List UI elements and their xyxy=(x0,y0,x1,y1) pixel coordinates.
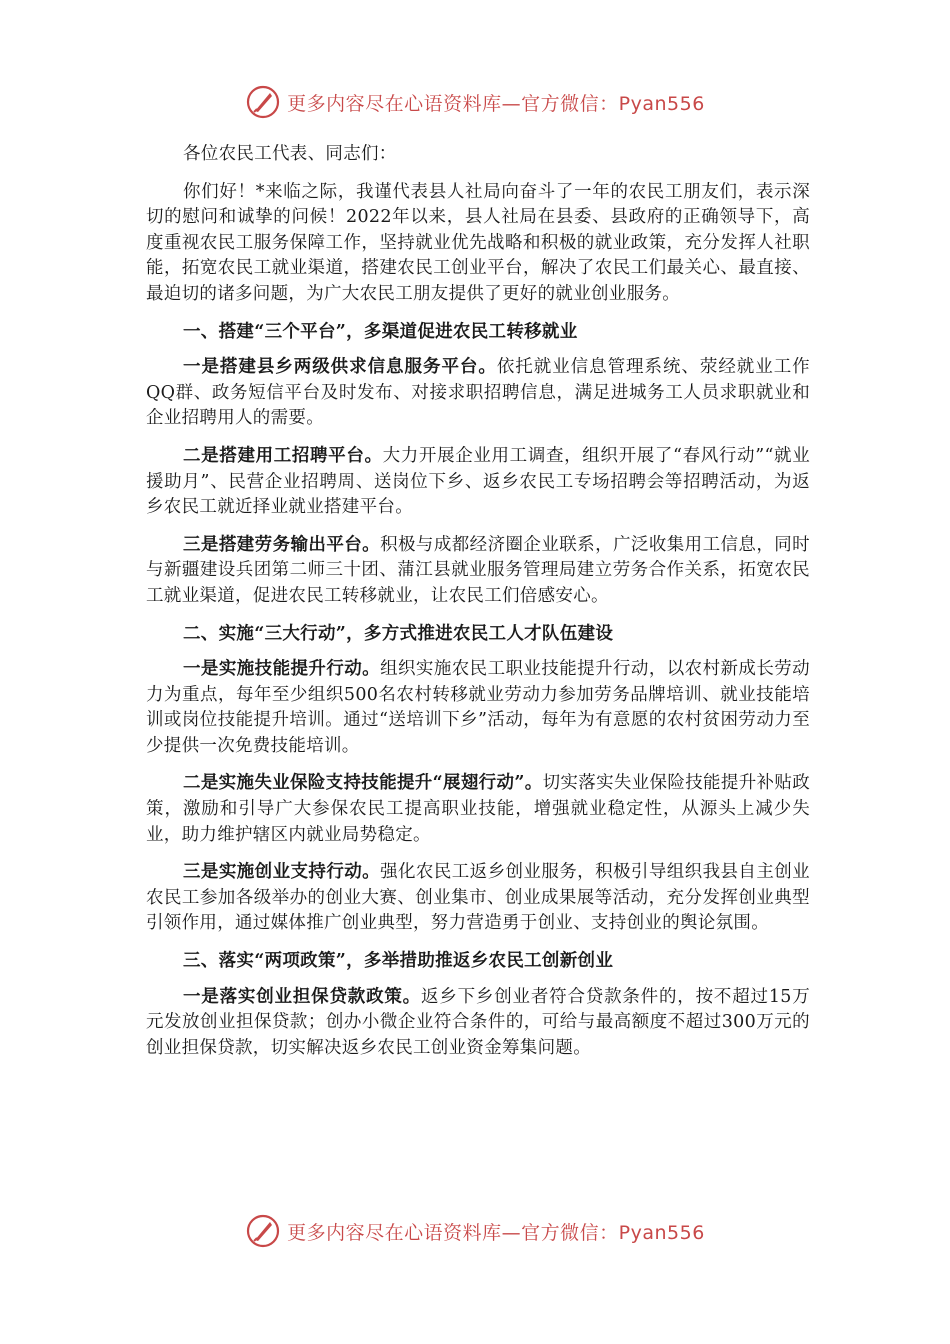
document-body xyxy=(146,142,810,1073)
paragraph-lead: 一是搭建县乡两级供求信息服务平台。 xyxy=(183,357,497,378)
paragraph-text: 组织实施农民工职业技能提升行动，以农村新成长劳动力为重点，每年至少组织500名农村转移就业劳动力参加劳务品牌培训、就业技能培训或岗位技能提升培训。通过“送培训下乡”活动，每年为有意愿的农村贫困劳动力至少提供一次免费技能培训。 xyxy=(146,659,810,756)
paragraph-lead: 三是实施创业支持行动。 xyxy=(183,862,381,883)
paragraph xyxy=(146,355,810,432)
section-heading-1: 一、搭建“三个平台”，多渠道促进农民工转移就业 xyxy=(183,321,578,342)
banner-text: 更多内容尽在心语资料库—官方微信：Pyan556 xyxy=(287,92,705,115)
paragraph-text: 切实落实失业保险技能提升补贴政策，激励和引导广大参保农民工提高职业技能，增强就业稳定性，从源头上减少失业，助力维护辖区内就业局势稳定。 xyxy=(146,773,811,845)
section-heading-3: 三、落实“两项政策”，多举措助推返乡农民工创新创业 xyxy=(183,951,614,972)
salutation: 各位农民工代表、同志们： xyxy=(183,144,397,164)
paragraph-text: 依托就业信息管理系统、荥经就业工作QQ群、政务短信平台及时发布、对接求职招聘信息，满足进城务工人员求职就业和企业招聘用人的需要。 xyxy=(146,357,810,429)
paragraph-lead: 三是搭建劳务输出平台。 xyxy=(183,534,381,555)
header-banner xyxy=(0,80,950,124)
paragraph-text: 大力开展企业用工调查，组织开展了“春风行动”“就业援助月”、民营企业招聘周、送岗位下乡、返乡农民工专场招聘会等招聘活动，为返乡农民工就近择业就业搭建平台。 xyxy=(146,445,810,518)
paragraph-lead: 二是实施失业保险支持技能提升“展翅行动”。 xyxy=(183,773,543,794)
quill-logo-icon xyxy=(245,1213,281,1249)
intro-paragraph: 你们好！*来临之际，我谨代表县人社局向奋斗了一年的农民工朋友们，表示深切的慰问和诚挚的问候！2022年以来，县人社局在县委、县政府的正确领导下，高度重视农民工服务保障工作，坚持就业优先战略和积极的就业政策，充分发挥人社职能，拓宽农民工就业渠道，搭建农民工创业平台，解决了农民工们最关心、最直接、最迫切的诸多问题，为广大农民工朋友提供了更好的就业创业服务。 xyxy=(146,181,810,304)
footer-banner xyxy=(0,1209,950,1253)
paragraph xyxy=(146,657,810,759)
paragraph-lead: 二是搭建用工招聘平台。 xyxy=(183,445,383,466)
section-heading-2: 二、实施“三大行动”，多方式推进农民工人才队伍建设 xyxy=(183,623,614,644)
banner-text: 更多内容尽在心语资料库—官方微信：Pyan556 xyxy=(287,1221,705,1244)
paragraph-text: 返乡下乡创业者符合贷款条件的，按不超过15万元发放创业担保贷款；创办小微企业符合条件的，可给与最高额度不超过300万元的创业担保贷款，切实解决返乡农民工创业资金筹集问题。 xyxy=(146,986,810,1058)
paragraph-lead: 一是实施技能提升行动。 xyxy=(183,659,381,680)
paragraph xyxy=(146,533,810,610)
paragraph xyxy=(146,860,810,937)
paragraph xyxy=(146,985,810,1062)
paragraph-text: 强化农民工返乡创业服务，积极引导组织我县自主创业农民工参加各级举办的创业大赛、创业集市、创业成果展等活动，充分发挥创业典型引领作用，通过媒体推广创业典型，努力营造勇于创业、支持创业的舆论氛围。 xyxy=(146,862,810,934)
paragraph xyxy=(146,444,810,521)
paragraph-text: 积极与成都经济圈企业联系，广泛收集用工信息，同时与新疆建设兵团第二师三十团、蒲江县就业服务管理局建立劳务合作关系，拓宽农民工就业渠道，促进农民工转移就业，让农民工们倍感安心。 xyxy=(146,534,810,606)
quill-logo-icon xyxy=(245,84,281,120)
paragraph-lead: 一是落实创业担保贷款政策。 xyxy=(183,986,421,1007)
paragraph xyxy=(146,771,810,848)
